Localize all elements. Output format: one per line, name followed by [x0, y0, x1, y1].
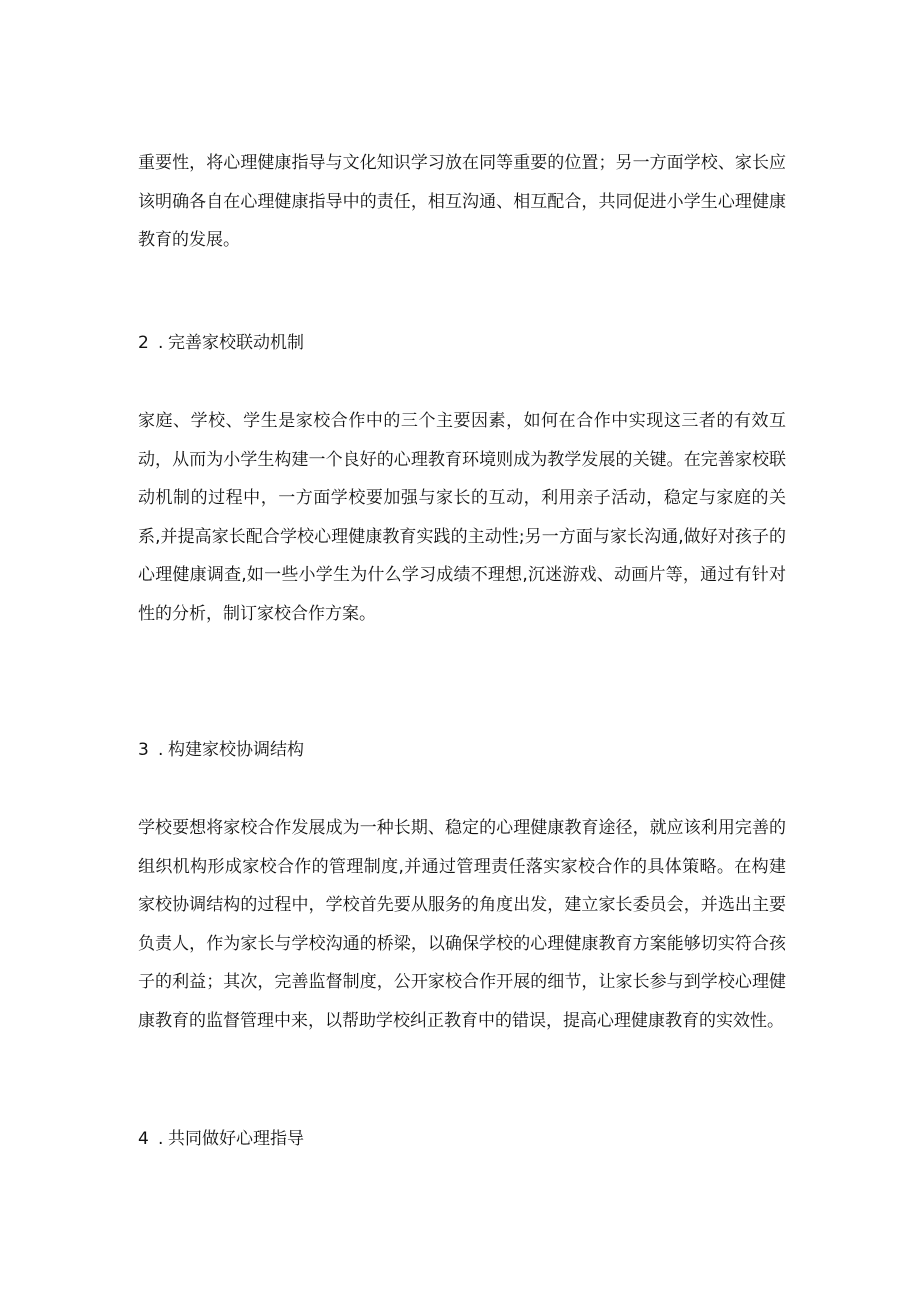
- section-separator: .: [158, 740, 164, 760]
- section-heading-4: [138, 1127, 304, 1151]
- section-number: 4: [138, 1129, 149, 1149]
- section-separator: .: [158, 333, 164, 353]
- body-paragraph-section-2: 家庭、学校、学生是家校合作中的三个主要因素，如何在合作中实现这三者的有效互动，从而为小学生构建一个良好的心理教育环境则成为教学发展的关键。在完善家校联动机制的过程中，一方面学校要加强与家长的互动，利用亲子活动，稳定与家庭的关系,并提高家长配合学校心理健康教育实践的主动性;另一方面与家长沟通,做好对孩子的心理健康调查,如一些小学生为什么学习成绩不理想,沉迷游戏、动画片等，通过有针对性的分析，制订家校合作方案。: [138, 411, 786, 624]
- section-number: 2: [138, 333, 149, 353]
- body-paragraph-section-3: 学校要想将家校合作发展成为一种长期、稳定的心理健康教育途径，就应该利用完善的组织机构形成家校合作的管理制度,并通过管理责任落实家校合作的具体策略。在构建家校协调结构的过程中，学校首先要从服务的角度出发，建立家长委员会，并选出主要负责人，作为家长与学校沟通的桥梁，以确保学校的心理健康教育方案能够切实符合孩子的利益；其次，完善监督制度，公开家校合作开展的细节，让家长参与到学校心理健康教育的监督管理中来，以帮助学校纠正教育中的错误，提高心理健康教育的实效性。: [138, 818, 786, 1031]
- section-heading-3: [138, 738, 304, 762]
- section-number: 3: [138, 740, 149, 760]
- section-title: 共同做好心理指导: [168, 1129, 304, 1149]
- section-title: 构建家校协调结构: [168, 740, 304, 760]
- section-heading-2: [138, 331, 304, 355]
- section-separator: .: [158, 1129, 164, 1149]
- section-title: 完善家校联动机制: [168, 333, 304, 353]
- body-paragraph-intro: 重要性，将心理健康指导与文化知识学习放在同等重要的位置；另一方面学校、家长应该明确各自在心理健康指导中的责任，相互沟通、相互配合，共同促进小学生心理健康教育的发展。: [138, 153, 786, 250]
